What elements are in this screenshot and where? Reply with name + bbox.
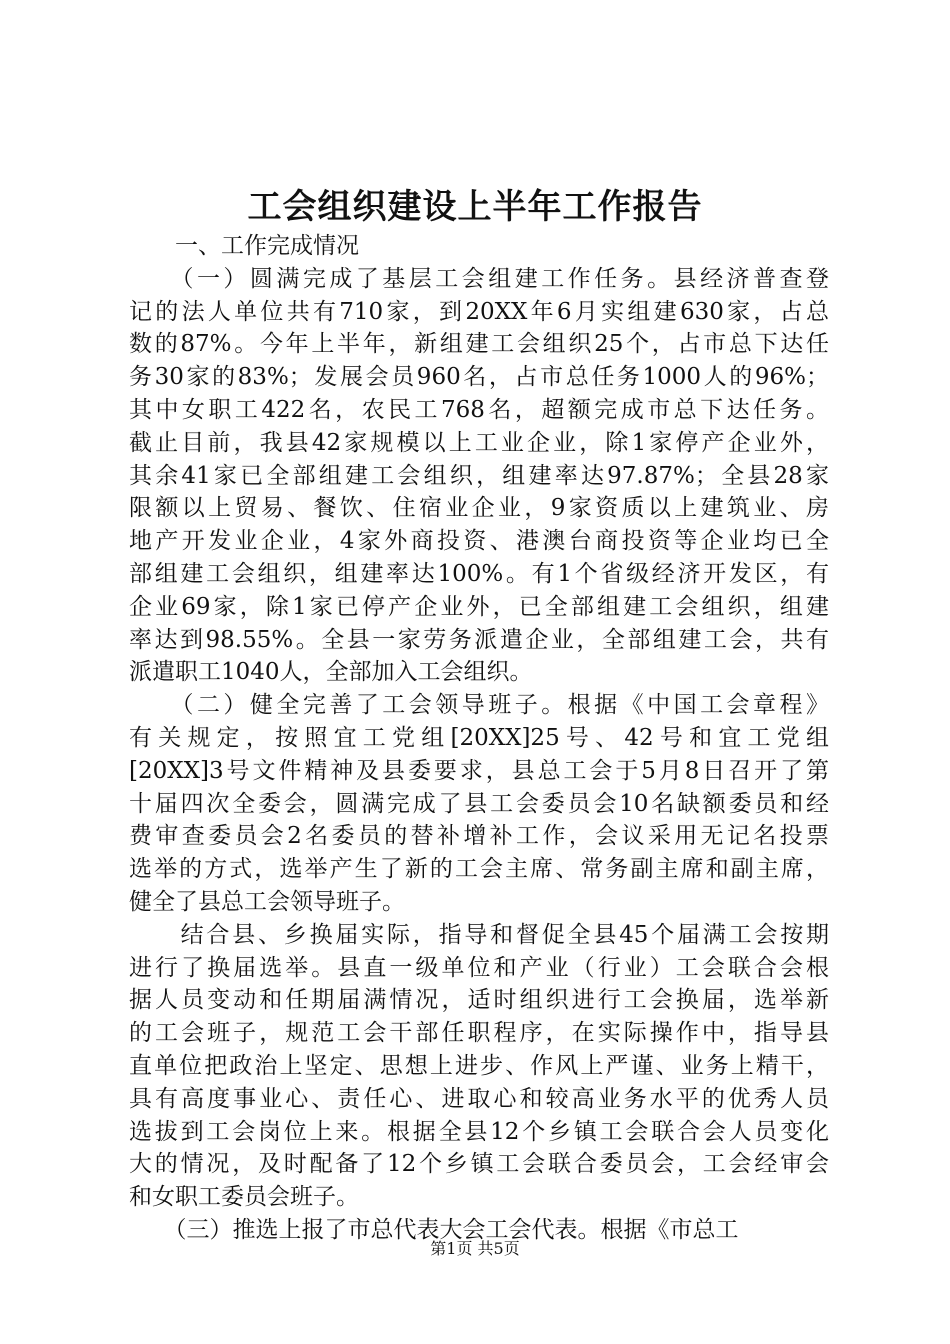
body-line: 企业69家，除1家已停产企业外，已全部组建工会组织，组建	[129, 593, 829, 620]
body-line: 地产开发业企业，4家外商投资、港澳台商投资等企业均已全	[129, 528, 829, 555]
body-line: 的工会班子，规范工会干部任职程序，在实际操作中，指导县	[129, 1020, 829, 1047]
body-line: 限额以上贸易、餐饮、住宿业企业，9家资质以上建筑业、房	[129, 495, 829, 522]
body-line: 派遣职工1040人，全部加入工会组织。	[129, 659, 533, 686]
document-title: 工会组织建设上半年工作报告	[247, 187, 703, 227]
body-line: 率达到98.55%。全县一家劳务派遣企业，全部组建工会，共有	[129, 626, 829, 653]
page-footer: 第1页 共5页	[430, 1239, 520, 1258]
body-line: 结合县、乡换届实际，指导和督促全县45个届满工会按期	[129, 921, 829, 948]
body-line: 部组建工会组织，组建率达100%。有1个省级经济开发区，有	[129, 560, 829, 587]
body-line: 费审查委员会2名委员的替补增补工作，会议采用无记名投票	[129, 823, 829, 850]
body-line: [20XX]3号文件精神及县委要求，县总工会于5月8日召开了第	[129, 757, 829, 784]
document-body	[129, 230, 829, 1247]
body-line: 选拔到工会岗位上来。根据全县12个乡镇工会联合会人员变化	[129, 1118, 829, 1145]
body-line: 据人员变动和任期届满情况，适时组织进行工会换届，选举新	[129, 987, 829, 1014]
body-line: 数的87%。今年上半年，新组建工会组织25个，占市总下达任	[129, 331, 829, 358]
body-line: （三）推选上报了市总代表大会工会代表。根据《市总工	[129, 1216, 739, 1243]
body-line: 具有高度事业心、责任心、进取心和较高业务水平的优秀人员	[129, 1085, 829, 1112]
body-line: 和女职工委员会班子。	[129, 1184, 359, 1211]
body-line: 其中女职工422名，农民工768名，超额完成市总下达任务。	[129, 396, 829, 423]
body-line: （二）健全完善了工会领导班子。根据《中国工会章程》	[129, 692, 829, 719]
body-line: 务30家的83%；发展会员960名，占市总任务1000人的96%；	[129, 364, 829, 391]
body-line: （一）圆满完成了基层工会组建工作任务。县经济普查登	[129, 265, 829, 292]
body-line: 截止目前，我县42家规模以上工业企业，除1家停产企业外，	[129, 429, 829, 456]
body-line: 有关规定，按照宜工党组[20XX]25号、42号和宜工党组	[129, 724, 829, 751]
body-line: 选举的方式，选举产生了新的工会主席、常务副主席和副主席，	[129, 856, 829, 883]
body-line: 直单位把政治上坚定、思想上进步、作风上严谨、业务上精干，	[129, 1052, 829, 1079]
body-line: 记的法人单位共有710家，到20XX年6月实组建630家，占总	[129, 298, 829, 325]
body-line: 其余41家已全部组建工会组织，组建率达97.87%；全县28家	[129, 462, 829, 489]
body-line: 进行了换届选举。县直一级单位和产业（行业）工会联合会根	[129, 954, 829, 981]
section-heading: 一、工作完成情况	[175, 233, 359, 259]
body-line: 大的情况，及时配备了12个乡镇工会联合委员会，工会经审会	[129, 1151, 829, 1178]
body-line: 十届四次全委会，圆满完成了县工会委员会10名缺额委员和经	[129, 790, 829, 817]
body-line: 健全了县总工会领导班子。	[129, 888, 405, 915]
